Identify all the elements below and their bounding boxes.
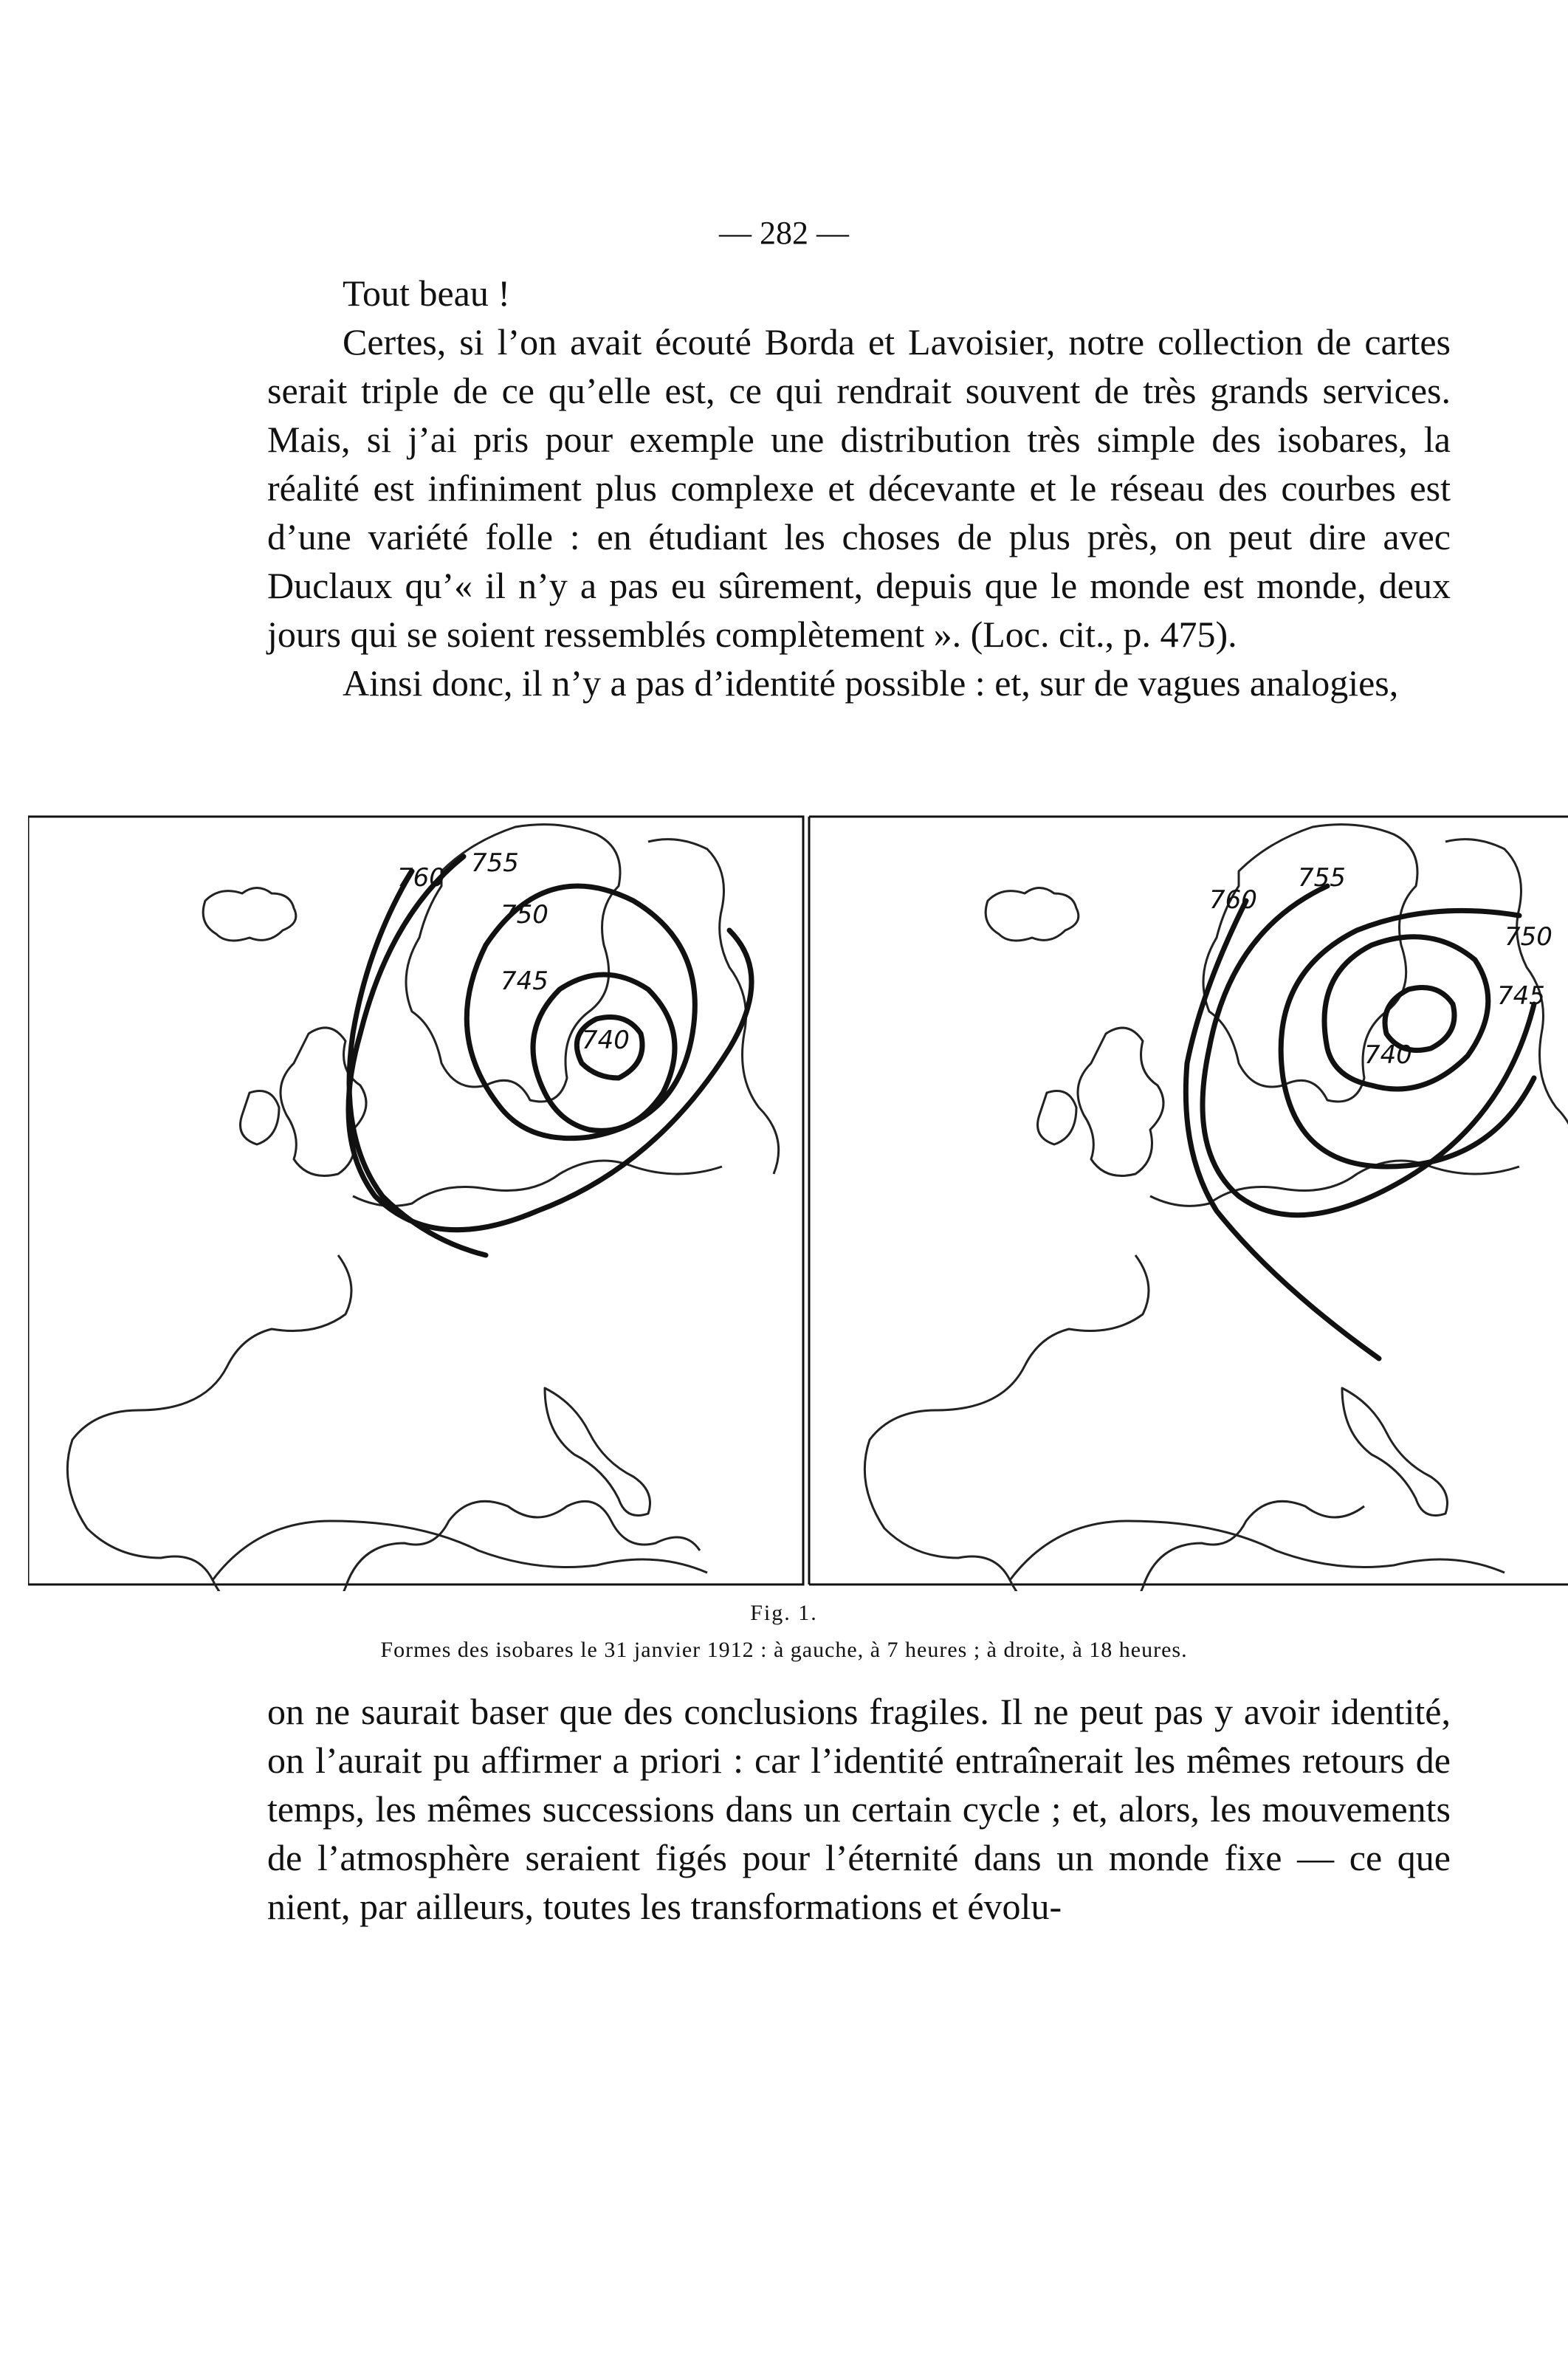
paragraph-1: Tout beau ! [343,272,510,314]
right-label-745: 745 [1497,981,1545,1011]
left-label-750: 750 [501,900,549,930]
top-text [267,269,1451,707]
paragraph-2: Certes, si l’on avait écouté Borda et Lavoisier, notre collection de cartes serait triple de ce qu’elle est, ce qui rendrait souvent de très grands services. Mais, si j’ai pris pour exemple une distribution très simple des isobares, la réalité est infiniment plus complexe et décevante et le réseau des courbes est d’une variété folle : en étudiant les choses de plus près, on peut dire avec Duclaux qu’« il n’y a pas eu sûrement, depuis que le monde est monde, deux jours qui se soient ressemblés complètement ». (Loc. cit., p. 475). [267,321,1451,655]
left-isobar-760 [349,871,486,1255]
left-label-755: 755 [471,848,519,878]
figure-caption: Formes des isobares le 31 janvier 1912 : à gauche, à 7 heures ; à droite, à 18 heures. [380,1638,1188,1662]
right-isobar-760 [1186,901,1379,1359]
left-label-745: 745 [501,966,549,996]
italy-coast-right [1342,1388,1448,1516]
paragraph-4: on ne saurait baser que des conclusions fragiles. Il ne peut pas y avoir identité, on l’aurait pu affirmer a priori : car l’identité entraînerait les mêmes retours de temps, les mêmes successions dans un certain cycle ; et, alors, les mouvements de l’atmosphère seraient figés pour l’éternité dans un monde fixe — ce que nient, par ailleurs, toutes les transformations et évolu- [267,1691,1451,1927]
right-label-755: 755 [1298,863,1346,893]
right-isobar-750 [1281,910,1534,1167]
left-label-760: 760 [397,863,445,893]
right-label-760: 760 [1209,885,1257,915]
iceland-coast [203,888,296,941]
iceland-coast-right [986,888,1079,941]
figure-title: Fig. 1. [750,1601,818,1625]
right-map [809,817,1568,1591]
right-map-frame [809,817,1568,1584]
africa-coast [213,1521,707,1580]
isobar-figure [28,812,1568,1591]
british-isles-coast-right [1038,1028,1164,1176]
left-label-740: 740 [582,1026,630,1055]
paragraph-3: Ainsi donc, il n’y a pas d’identité possible : et, sur de vagues analogies, [343,662,1399,704]
europe-coast-right [864,1161,1519,1591]
right-label-750: 750 [1505,922,1552,952]
italy-coast [545,1388,650,1516]
bottom-text [267,1687,1451,1931]
left-map [28,817,803,1591]
africa-coast-right [1010,1521,1505,1580]
right-label-740: 740 [1364,1040,1412,1070]
isobar-maps [28,812,1568,1591]
page-number: — 282 — [719,215,849,251]
europe-coast [67,1161,722,1591]
